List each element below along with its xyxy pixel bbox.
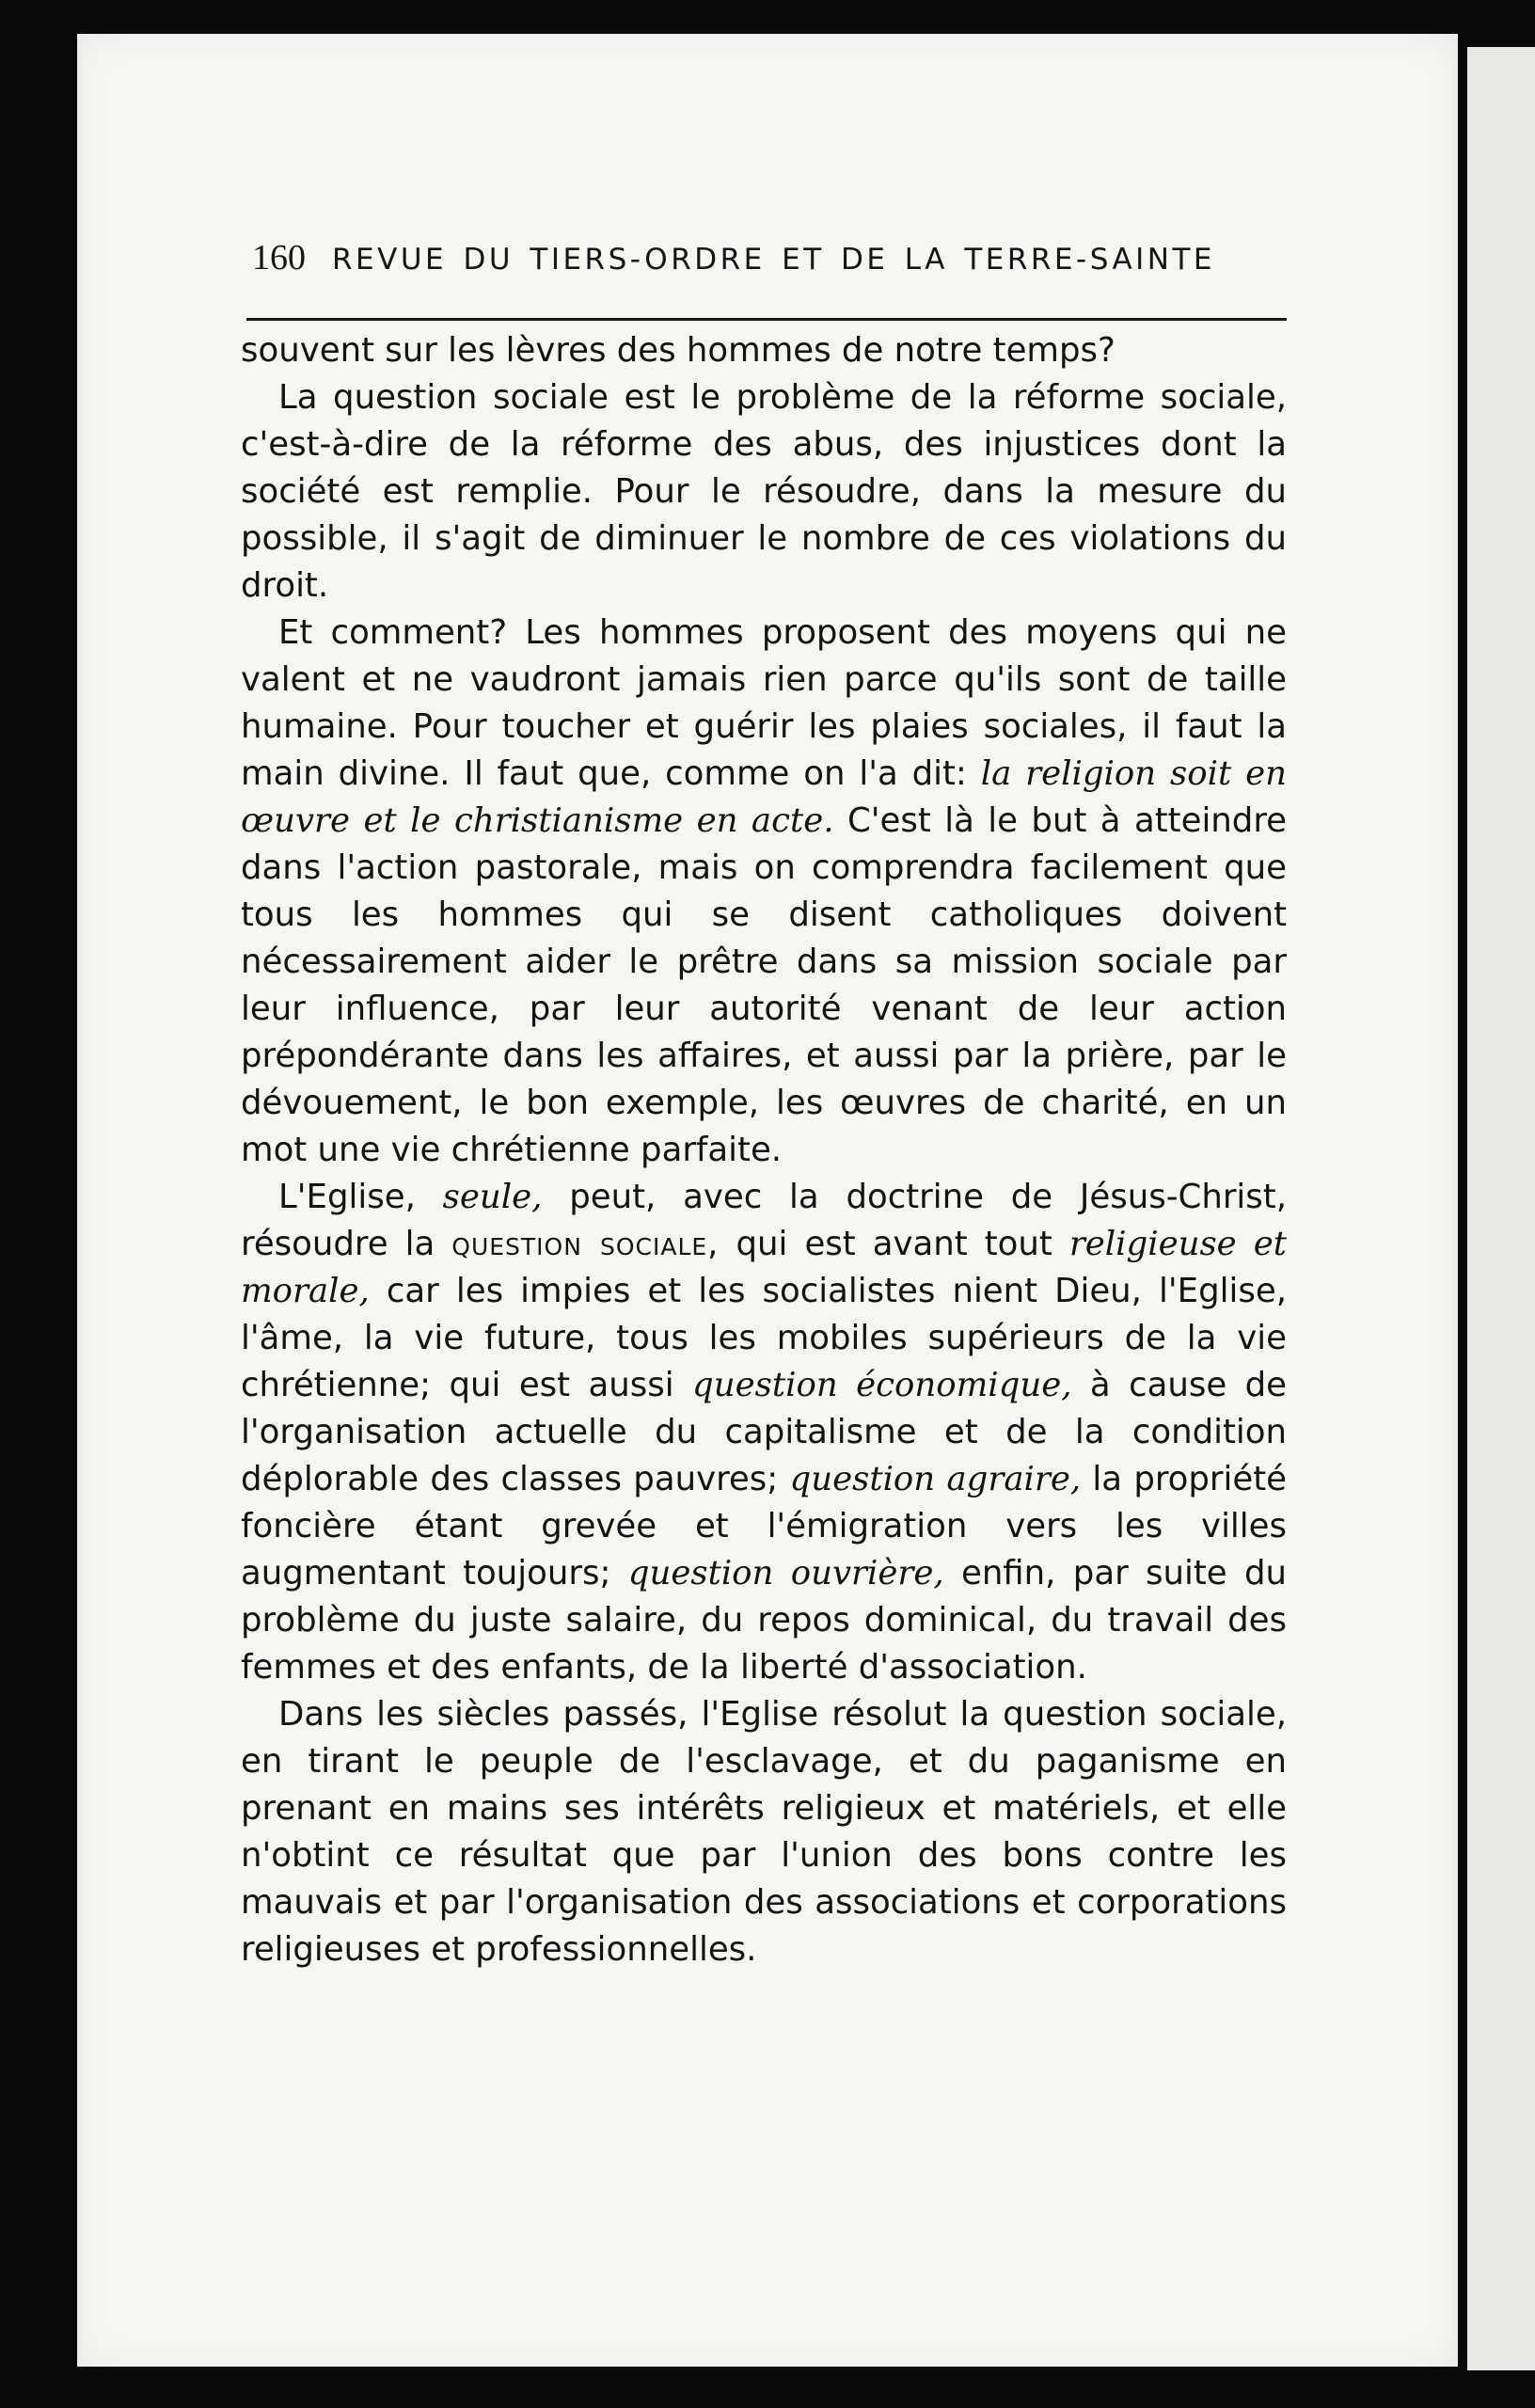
paragraph-2-italic-quote: la religion soit en œuvre et le christianisme en acte. [241, 754, 1287, 840]
paragraph-3-text-e: qui est avant tout [719, 1225, 1069, 1263]
paragraph-2-text-a: Et comment? Les hommes proposent des moyens qui ne valent et ne vaudront jamais rien parce qu'ils sont de taille humaine. Pour toucher et guérir les plaies sociales, il faut la main divine. Il faut que, comme on l'a dit: [241, 613, 1287, 793]
paragraph-3 [241, 1174, 1287, 1691]
paragraph-3-text-a: L'Eglise, [278, 1178, 443, 1216]
page-gutter [1458, 34, 1467, 2376]
paragraph-4: Dans les siècles passés, l'Eglise résolut la question sociale, en tirant le peuple de l'esclavage, et du paganisme en prenant en mains ses intérêts religieux et matériels, et elle n'obtint ce résultat que par l'union des bons contre les mauvais et par l'organisation des associations et corporations religieuses et professionnelles. [241, 1695, 1287, 1969]
paragraph-3-italic-agraire: question agraire, [789, 1460, 1082, 1498]
paragraph-2-text-c: C'est là le but à atteindre dans l'action pastorale, mais on comprendra facilement que tous les hommes qui se disent catholiques doivent nécessairement aider le prêtre dans sa mission sociale par leur influence, par leur autorité venant de leur action prépondérante dans les affaires, et aussi par la prière, par le dévouement, le bon exemple, les œuvres de charité, en un mot une vie chrétienne parfaite. [241, 801, 1287, 1169]
adjacent-page-edge [1467, 47, 1535, 2370]
paragraph-3-italic-ouvriere: question ouvrière, [627, 1554, 944, 1592]
paragraph-3-italic-religieuse: religieuse et morale, [241, 1225, 1287, 1310]
paragraph-3-text-k: la propriété foncière étant grevée et l'émigration vers les villes augmentant toujours; [241, 1460, 1287, 1592]
paragraph-1: La question sociale est le problème de la réforme sociale, c'est-à-dire de la réforme des abus, des injustices dont la société est remplie. Pour le résoudre, dans la mesure du possible, il s'agit de diminuer le nombre de ces violations du droit. [241, 378, 1287, 605]
paragraph-3-text-g: car les impies et les socialistes nient Dieu, l'Eglise, l'âme, la vie future, tous les mobiles supérieurs de la vie chrétienne; qui est aussi [241, 1272, 1287, 1404]
paragraph-3-text-m: enfin, par suite du problème du juste salaire, du repos dominical, du travail des femmes et des enfants, de la liberté d'association. [241, 1554, 1287, 1687]
page-number: 160 [252, 238, 306, 277]
paragraph-3-text-i: à cause de l'organisation actuelle du capitalisme et de la condition déplorable des classes pauvres; [241, 1366, 1287, 1498]
page-header [252, 237, 1287, 278]
paragraph-3-smallcaps-question-sociale: question sociale, [451, 1225, 720, 1263]
paragraph-3-italic-seule: seule, [442, 1178, 543, 1216]
paragraph-3-text-c: peut, avec la doctrine de Jésus-Christ, résoudre la [241, 1178, 1287, 1263]
paragraph-2 [241, 610, 1287, 1174]
paragraph-continuation: souvent sur les lèvres des hommes de notre temps? [241, 331, 1116, 370]
running-title: REVUE DU TIERS-ORDRE ET DE LA TERRE-SAINTE [332, 243, 1216, 277]
body-text [241, 327, 1287, 1973]
paragraph-3-italic-economique: question économique, [692, 1366, 1072, 1404]
header-rule [246, 318, 1287, 321]
